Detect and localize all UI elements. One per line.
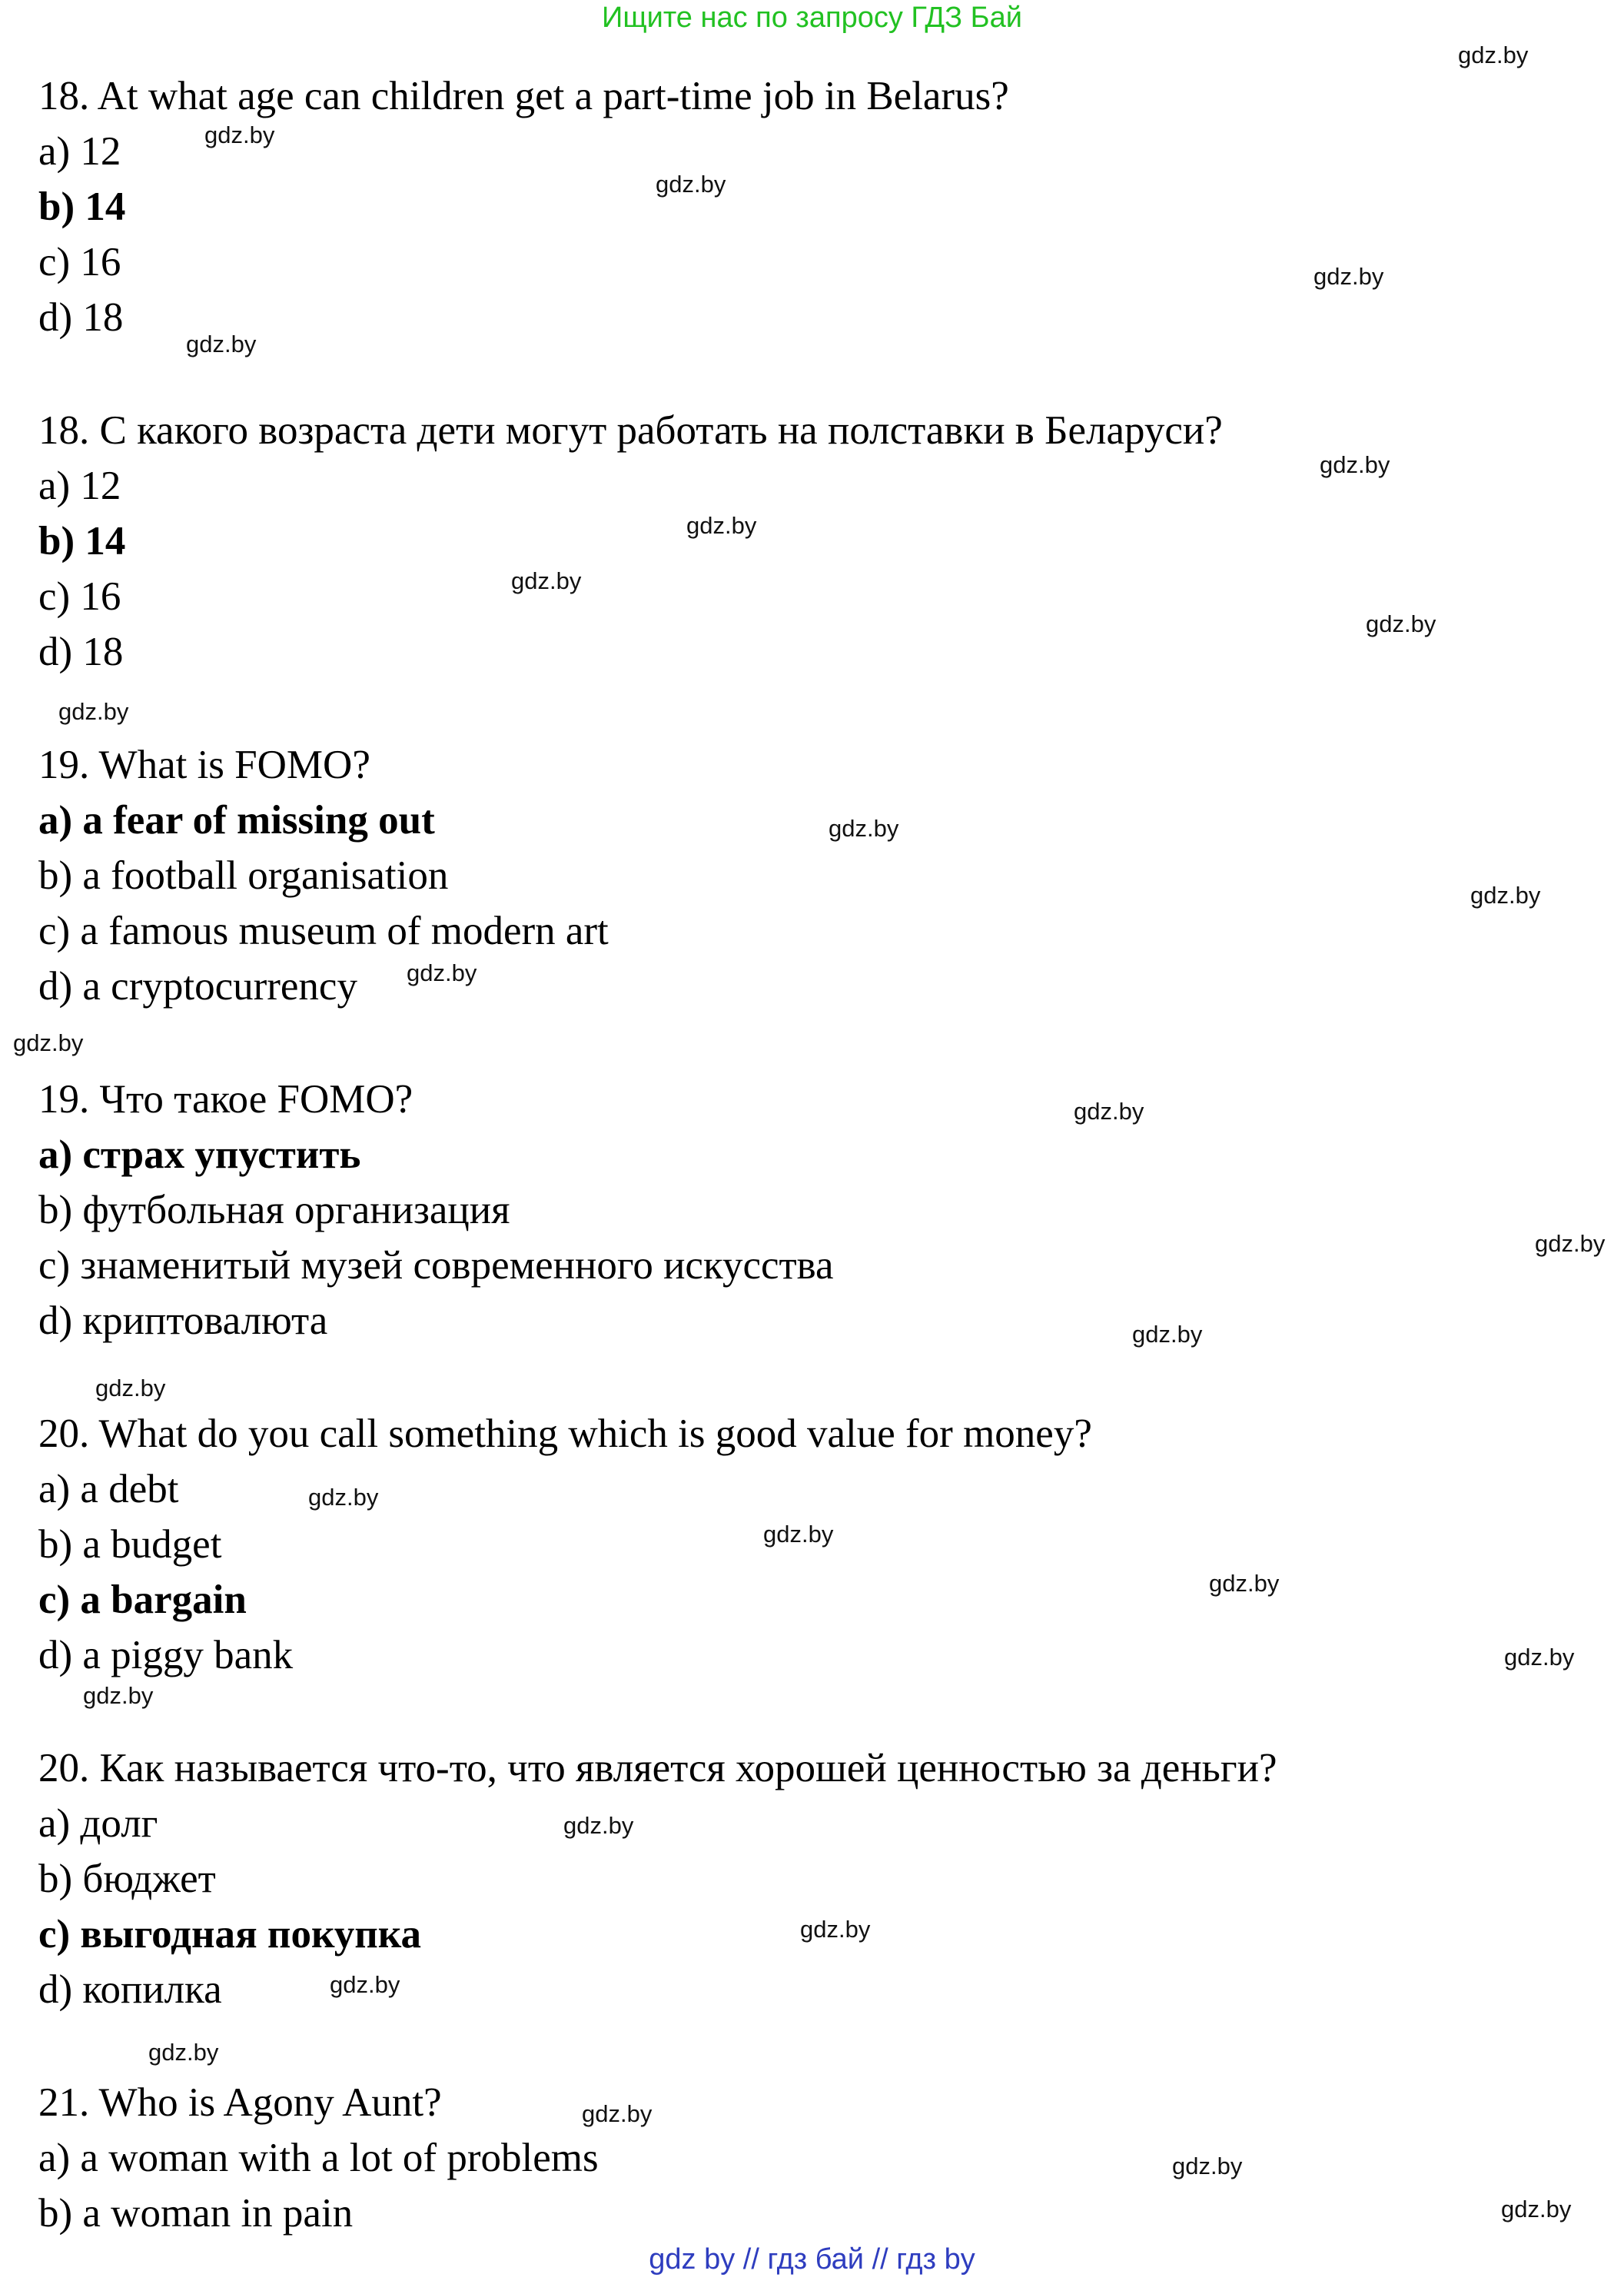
- watermark: gdz.by: [330, 1971, 400, 1998]
- watermark: gdz.by: [58, 698, 129, 725]
- option-20-ru-b: b) бюджет: [38, 1857, 216, 1901]
- watermark: gdz.by: [1320, 451, 1390, 478]
- option-19-en-d: d) a cryptocurrency: [38, 964, 357, 1009]
- question-18-en: 18. At what age can children get a part-time job in Belarus?: [38, 74, 1009, 118]
- option-20-en-c-correct: c) a bargain: [38, 1578, 247, 1622]
- option-18-en-a: a) 12: [38, 129, 121, 174]
- watermark: gdz.by: [95, 1375, 166, 1401]
- watermark: gdz.by: [13, 1029, 84, 1056]
- watermark: gdz.by: [1074, 1098, 1144, 1125]
- watermark: gdz.by: [83, 1682, 154, 1709]
- watermark: gdz.by: [407, 959, 477, 986]
- watermark: gdz.by: [1132, 1321, 1203, 1348]
- question-19-en: 19. What is FOMO?: [38, 743, 370, 787]
- option-19-ru-d: d) криптовалюта: [38, 1298, 328, 1343]
- watermark: gdz.by: [1501, 2196, 1572, 2222]
- watermark: gdz.by: [800, 1916, 871, 1943]
- watermark: gdz.by: [686, 512, 757, 539]
- watermark: gdz.by: [1313, 263, 1384, 290]
- watermark: gdz.by: [1504, 1644, 1575, 1671]
- watermark: gdz.by: [1535, 1230, 1606, 1257]
- watermark: gdz.by: [186, 331, 257, 357]
- option-20-ru-a: a) долг: [38, 1801, 158, 1846]
- watermark: gdz.by: [148, 2039, 219, 2066]
- search-hint-link[interactable]: Ищите нас по запросу ГДЗ Бай: [602, 2, 1022, 34]
- option-20-en-a: a) a debt: [38, 1467, 179, 1511]
- option-18-ru-d: d) 18: [38, 630, 124, 674]
- option-18-ru-a: a) 12: [38, 464, 121, 508]
- watermark: gdz.by: [1470, 882, 1541, 909]
- watermark: gdz.by: [204, 121, 275, 148]
- option-20-ru-c-correct: c) выгодная покупка: [38, 1912, 422, 1957]
- watermark: gdz.by: [1172, 2153, 1243, 2179]
- question-20-ru: 20. Как называется что-то, что является хорошей ценностью за деньги?: [38, 1746, 1277, 1790]
- option-19-en-b: b) a football organisation: [38, 853, 449, 898]
- option-19-ru-b: b) футбольная организация: [38, 1188, 510, 1232]
- watermark: gdz.by: [511, 567, 582, 594]
- option-18-ru-b-correct: b) 14: [38, 519, 126, 564]
- option-21-en-a: a) a woman with a lot of problems: [38, 2136, 599, 2180]
- watermark: gdz.by: [1209, 1570, 1280, 1597]
- watermark: gdz.by: [563, 1812, 634, 1839]
- question-18-ru: 18. С какого возраста дети могут работать на полставки в Беларуси?: [38, 408, 1223, 453]
- option-19-en-a-correct: a) a fear of missing out: [38, 798, 435, 843]
- option-21-en-b: b) a woman in pain: [38, 2191, 354, 2236]
- footer-site-links[interactable]: gdz by // гдз бай // гдз by: [649, 2243, 975, 2276]
- watermark: gdz.by: [1366, 610, 1436, 637]
- option-20-en-b: b) a budget: [38, 1522, 222, 1567]
- option-18-ru-c: c) 16: [38, 574, 121, 619]
- question-21-en: 21. Who is Agony Aunt?: [38, 2080, 442, 2125]
- watermark: gdz.by: [763, 1521, 834, 1548]
- watermark: gdz.by: [582, 2100, 653, 2127]
- option-18-en-c: c) 16: [38, 240, 121, 284]
- watermark: gdz.by: [656, 171, 726, 198]
- watermark: gdz.by: [308, 1484, 379, 1511]
- option-20-en-d: d) a piggy bank: [38, 1633, 294, 1677]
- option-20-ru-d: d) копилка: [38, 1967, 222, 2012]
- option-19-ru-c: c) знаменитый музей современного искусства: [38, 1243, 834, 1288]
- question-19-ru: 19. Что такое FOMO?: [38, 1077, 413, 1122]
- watermark: gdz.by: [829, 815, 899, 842]
- watermark: gdz.by: [1458, 42, 1529, 68]
- option-19-ru-a-correct: a) страх упустить: [38, 1132, 361, 1177]
- option-18-en-d: d) 18: [38, 295, 124, 340]
- option-19-en-c: c) a famous museum of modern art: [38, 909, 609, 953]
- option-18-en-b-correct: b) 14: [38, 185, 126, 229]
- question-20-en: 20. What do you call something which is good value for money?: [38, 1411, 1092, 1456]
